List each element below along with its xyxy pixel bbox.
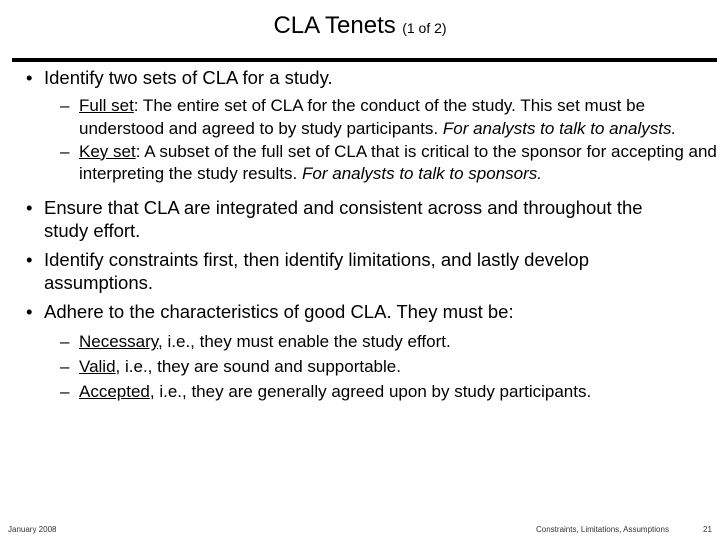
bullet-ensure-integrated [0, 196, 684, 242]
bullet-marker: • [26, 197, 33, 219]
valid-text: , i.e., they are sound and supportable. [115, 356, 401, 376]
bullet-text: Ensure that CLA are integrated and consistent across and throughout the study effort. [44, 197, 643, 242]
term-valid: Valid [79, 356, 116, 376]
key-set-text: : A subset of the full set of CLA that is critical to the sponsor for accepting and interpreting the study results. [79, 141, 717, 184]
sub-bullet-marker: – [60, 356, 70, 376]
accepted-text: , i.e., they are generally agreed upon by study participants. [149, 381, 592, 401]
term-full-set: Full set [79, 96, 134, 115]
sub-bullet-necessary [0, 331, 719, 354]
slide-title [0, 12, 720, 40]
full-set-note: For analysts to talk to analysts. [442, 118, 677, 138]
title-main: CLA Tenets [273, 12, 396, 39]
bullet-list [0, 66, 720, 404]
bullet-marker: • [26, 301, 33, 323]
sub-bullet-marker: – [60, 141, 70, 161]
sub-bullet-marker: – [60, 381, 70, 401]
bullet-identify-two-sets [0, 66, 684, 89]
sub-bullet-valid [0, 356, 719, 379]
full-set-text: : The entire set of CLA for the conduct of the study. This set must be understood and agreed to by study participants. [79, 96, 646, 138]
term-accepted: Accepted [79, 381, 150, 401]
bullet-marker: • [26, 67, 33, 88]
footer-page-number: 21 [703, 525, 712, 534]
key-set-note: For analysts to talk to sponsors. [302, 164, 543, 184]
sub-bullet-accepted [0, 381, 719, 404]
bullet-text: Identify two sets of CLA for a study. [44, 67, 333, 88]
sub-bullet-key-set [0, 141, 719, 187]
sub-bullet-marker: – [60, 332, 70, 352]
footer-topic: Constraints, Limitations, Assumptions [536, 525, 669, 534]
title-subtitle: (1 of 2) [402, 20, 447, 36]
bullet-text: Identify constraints first, then identify limitations, and lastly develop assumptions. [44, 249, 589, 294]
footer-date: January 2008 [8, 525, 57, 534]
bullet-adhere-characteristics [0, 300, 684, 323]
term-necessary: Necessary [79, 332, 159, 352]
sub-bullet-full-set [0, 95, 719, 141]
bullet-marker: • [26, 249, 33, 271]
title-divider [12, 58, 717, 62]
bullet-identify-constraints [0, 248, 684, 294]
term-key-set: Key set [79, 141, 136, 161]
bullet-text: Adhere to the characteristics of good CLA. They must be: [44, 301, 514, 323]
sub-bullet-marker: – [60, 96, 70, 115]
necessary-text: , i.e., they must enable the study effort. [158, 332, 451, 352]
